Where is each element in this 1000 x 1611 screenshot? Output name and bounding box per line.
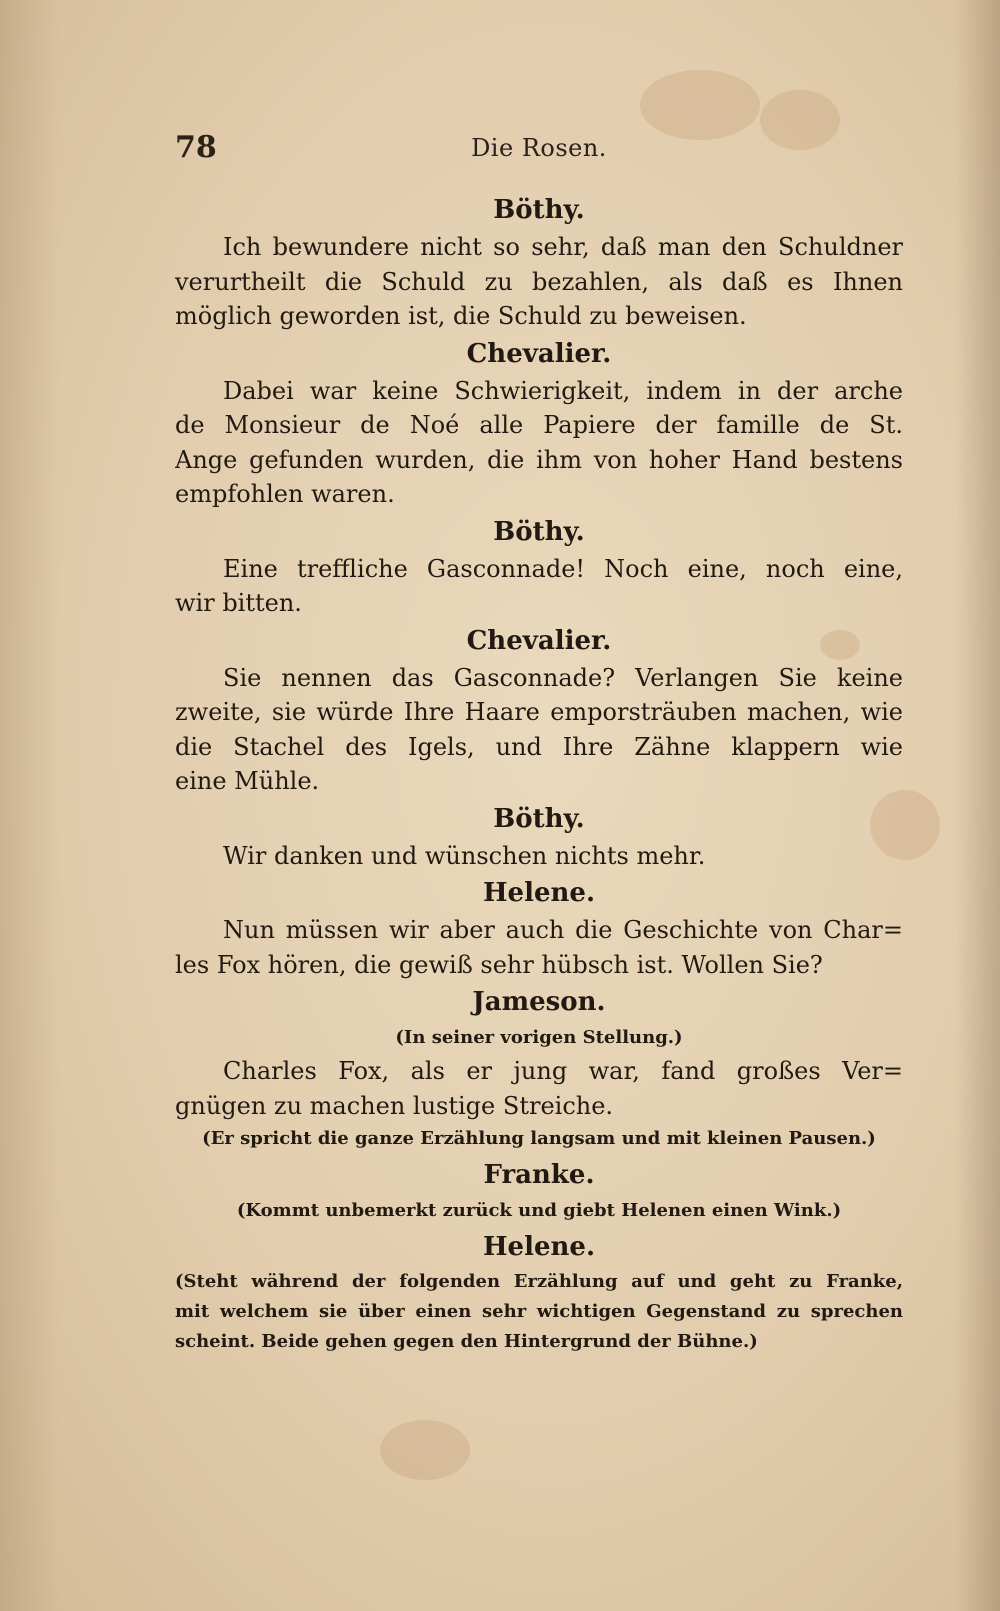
speaker-name: Helene. [482,878,596,908]
text-line: Sie nennen das Gasconnade? Verlangen Sie keine [223,663,903,692]
text-line: Eine treffliche Gasconnade! Noch eine, noch eine, [223,554,903,583]
speaker-name: Chevalier. [466,625,612,656]
text-line: möglich geworden ist, die Schuld zu beweisen. [175,302,747,330]
speaker-name: Böthy. [493,516,585,547]
text-line: Wir danken und wünschen nichts mehr. [223,841,706,870]
speaker-name: Böthy. [493,803,585,834]
page-header [175,130,903,170]
stage-direction-line: scheint. Beide gehen gegen den Hintergrund der Bühne.) [175,1331,758,1352]
stage-direction-line: (Steht während der folgenden Erzählung auf und geht zu Franke, [175,1271,903,1292]
speaker-name: Böthy. [493,195,585,225]
stage-direction: (Kommt unbemerkt zurück und giebt Helenen einen Wink.) [236,1200,842,1221]
speaker-name: Chevalier. [466,338,612,369]
speaker-name: Helene. [482,1232,596,1262]
text-line: eine Mühle. [175,767,320,795]
text-line: empfohlen waren. [175,480,395,508]
text-line: Nun müssen wir aber auch die Geschichte von Char= [223,916,903,944]
stage-direction: (In seiner vorigen Stellung.) [395,1027,683,1048]
text-line: Dabei war keine Schwierigkeit, indem in der arche [223,376,903,405]
text-line: de Monsieur de Noé alle Papiere der famille de St. [175,411,903,439]
text-line: Charles Fox, als er jung war, fand großes Ver= [223,1057,903,1085]
running-title: Die Rosen. [471,134,607,162]
text-line: gnügen zu machen lustige Streiche. [175,1091,614,1120]
page-number: 78 [175,130,217,165]
stage-direction-line: mit welchem sie über einen sehr wichtigen Gegenstand zu sprechen [175,1301,903,1322]
speaker-name: Franke. [483,1160,595,1190]
text-line: Ich bewundere nicht so sehr, daß man den Schuldner [223,233,903,261]
page-body [175,190,903,1357]
text-line: wir bitten. [175,589,302,617]
text-line: zweite, sie würde Ihre Haare emporsträuben machen, wie [175,698,903,726]
text-line: die Stachel des Igels, und Ihre Zähne klappern wie [175,732,903,761]
speaker-name: Jameson. [472,987,606,1017]
text-line: verurtheilt die Schuld zu bezahlen, als daß es Ihnen [175,267,903,296]
text-line: Ange gefunden wurden, die ihm von hoher Hand bestens [175,445,903,474]
paper-stain [380,1420,470,1480]
stage-direction: (Er spricht die ganze Erzählung langsam und mit kleinen Pausen.) [202,1128,876,1149]
text-line: les Fox hören, die gewiß sehr hübsch ist. Wollen Sie? [175,950,823,979]
